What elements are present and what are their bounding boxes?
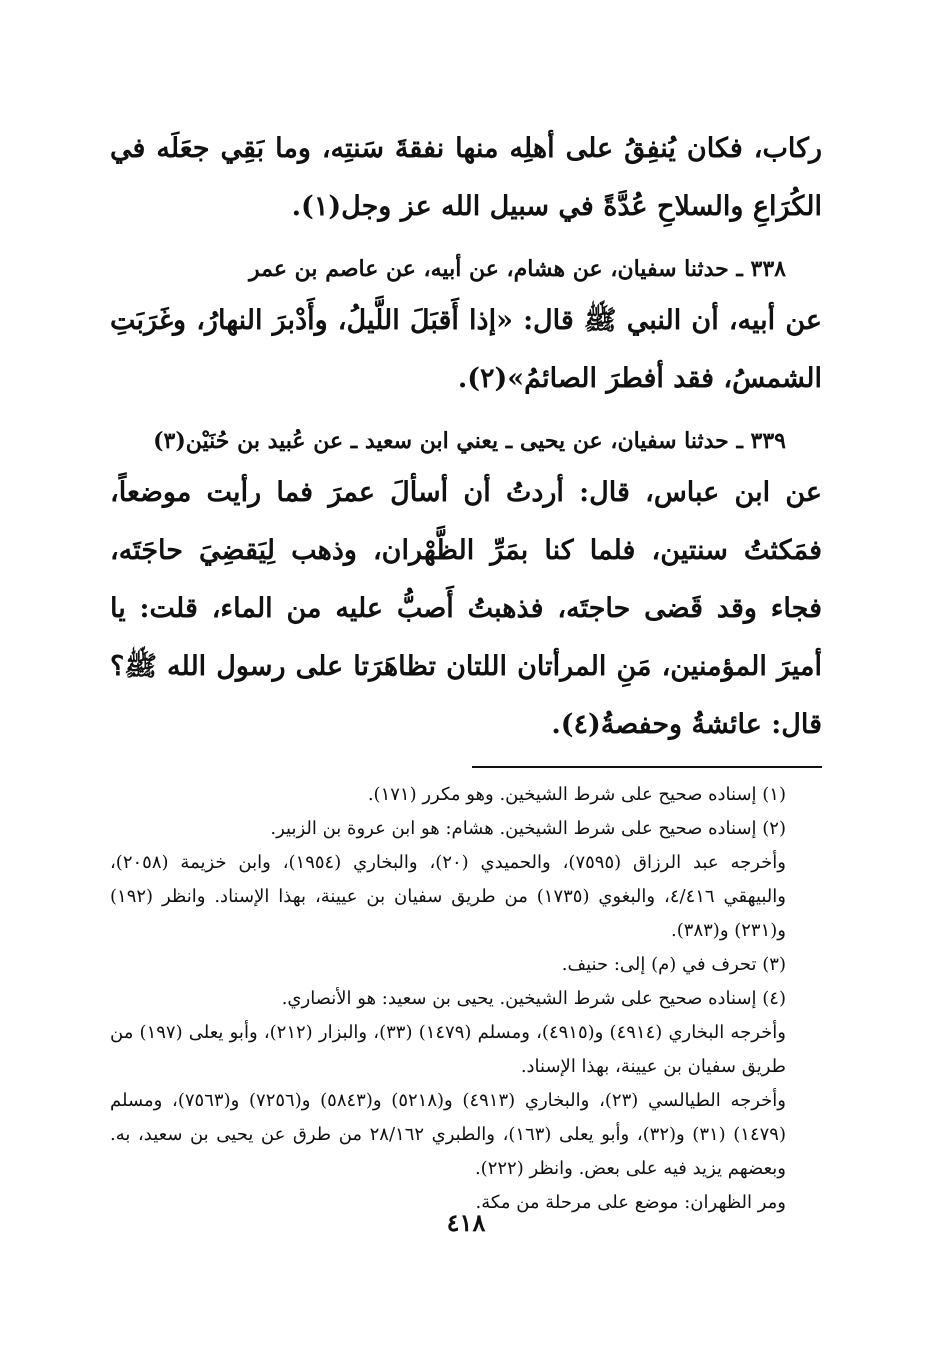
footnote-4: (٤) إسناده صحيح على شرط الشيخين. يحيى بن سعيد: هو الأنصاري.: [281, 988, 786, 1009]
footnote-4-detail-3: ومر الظهران: موضع على مرحلة من مكة.: [475, 1192, 786, 1213]
hadith-339-body: عن ابن عباس، قال: أردتُ أن أسألَ عمرَ فما رأيت موضعاً، فمَكثتُ سنتين، فلما كنا بمَرِّ الظَّهْران، وذهب لِيَقضِيَ حاجَتَه، فجاء وقد قَضى حاجتَه، فذهبتُ أَصبُّ عليه من الماء، قلت: يا أميرَ المؤمنين، مَنِ المرأتان اللتان تظاهَرَتا على رسول الله ﷺ؟ قال: عائشةُ وحفصةُ(٤).: [110, 477, 822, 740]
footnote-4-detail-2: وأخرجه الطيالسي (٢٣)، والبخاري (٤٩١٣) و(٥٢١٨) و(٥٨٤٣) و(٧٢٥٦) و(٧٥٦٣)، ومسلم (١٤٧٩) (٣١) و(٣٢)، وأبو يعلى (١٦٣)، والطبري ٢٨/١٦٢ من طرق عن يحيى بن سعيد، به. وبعضهم يزيد فيه على بعض. وانظر (٢٢٢).: [110, 1090, 786, 1179]
hadith-338-heading: ٣٣٨ ـ حدثنا سفيان، عن هشام، عن أبيه، عن عاصم بن عمر: [249, 256, 786, 282]
footnote-4-detail-1: وأخرجه البخاري (٤٩١٤) و(٤٩١٥)، ومسلم (١٤٧٩) (٣٣)، والبزار (٢١٢)، وأبو يعلى (١٩٧) من طريق سفيان بن عيينة، بهذا الإسناد.: [110, 1022, 786, 1077]
footnote-divider-wrap: [110, 766, 822, 768]
footnote-divider: [472, 766, 822, 768]
main-paragraph-1: ركاب، فكان يُنفِقُ على أهلِه منها نفقةَ سَنتِه، وما بَقِي جعَلَه في الكُرَاعِ والسلاحِ عُدَّةً في سبيل الله عز وجل(١).: [110, 133, 822, 222]
footnote-1: (١) إسناده صحيح على شرط الشيخين. وهو مكرر (١٧١).: [367, 784, 786, 805]
footnote-3: (٣) تحرف في (م) إلى: حنيف.: [561, 954, 786, 975]
hadith-339-heading: ٣٣٩ ـ حدثنا سفيان، عن يحيى ـ يعني ابن سعيد ـ عن عُبيد بن حُنَيْن(٣): [153, 428, 786, 454]
hadith-338-body: عن أبيه، أن النبي ﷺ قال: «إذا أَقبَلَ اللَّيلُ، وأَدْبرَ النهارُ، وغَرَبَتِ الشمسُ، فقد أفطرَ الصائمُ»(٢).: [110, 305, 822, 394]
footnote-2: (٢) إسناده صحيح على شرط الشيخين. هشام: هو ابن عروة بن الزبير.: [270, 818, 786, 839]
page-content: [110, 120, 822, 1220]
page-number: ٤١٨: [446, 1208, 486, 1237]
footnote-2-detail: وأخرجه عبد الرزاق (٧٥٩٥)، والحميدي (٢٠)، والبخاري (١٩٥٤)، وابن خزيمة (٢٠٥٨)، والبيهقي ٤/٤١٦، والبغوي (١٧٣٥) من طريق سفيان بن عيينة، بهذا الإسناد. وانظر (١٩٢) و(٢٣١) و(٣٨٣).: [110, 852, 786, 941]
